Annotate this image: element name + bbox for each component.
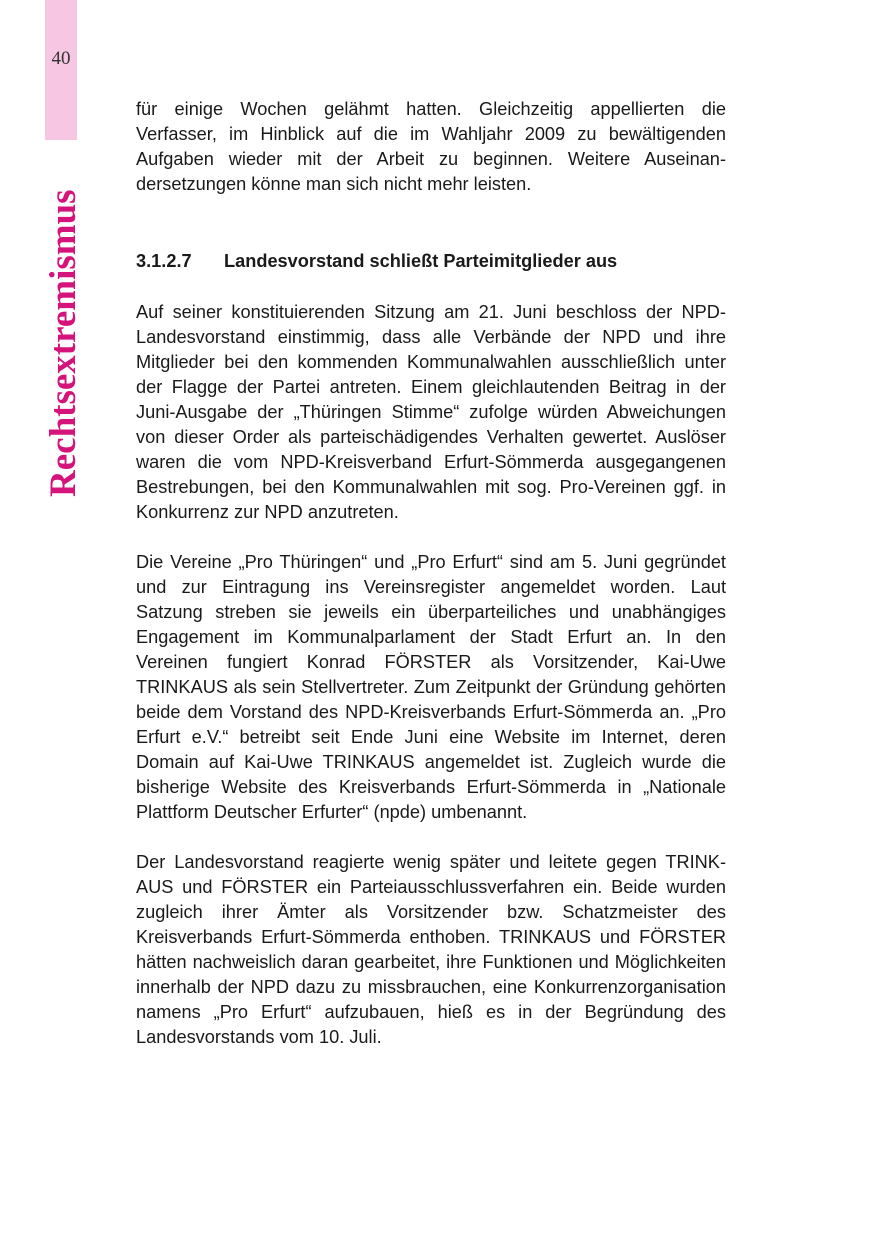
page-content [136,97,726,1050]
page-number: 40 [51,48,71,69]
side-tab [45,0,77,140]
paragraph-2: Die Vereine „Pro Thüringen“ und „Pro Erfurt“ sind am 5. Juni gegründet und zur Eintragung ins Vereinsregister angemeldet worden. Laut Satzung streben sie jeweils ein überparteiliches und unabhängiges Engagement im Kommunalparlament der Stadt Erfurt an. In den Vereinen fungiert Konrad FÖRSTER als Vorsitzender, Kai-Uwe TRINKAUS als sein Stellvertreter. Zum Zeitpunkt der Gründung gehörten beide dem Vorstand des NPD-Kreisverbands Erfurt-Sömmerda an. „Pro Erfurt e.V.“ betreibt seit Ende Juni eine Website im Internet, deren Domain auf Kai-Uwe TRINKAUS angemeldet ist. Zugleich wurde die bisherige Website des Kreisverbands Erfurt-Sömmerda in „Nationale Plattform Deutscher Erfurter“ (npde) umbenannt. [136,552,726,822]
section-heading-title: Landesvorstand schließt Parteimitglieder aus [224,251,618,271]
section-heading [136,249,726,274]
paragraph-1: Auf seiner konstituierenden Sitzung am 21. Juni beschloss der NPD-Landesvorstand einstimmig, dass alle Verbände der NPD und ihre Mitglieder bei den kommenden Kommunalwahlen ausschließlich unter der Flagge der Partei antreten. Einem gleichlautenden Beitrag in der Juni-Ausgabe der „Thüringen Stimme“ zufolge würden Abweichungen von dieser Order als parteischädigendes Verhalten gewertet. Auslöser waren die vom NPD-Kreisverband Erfurt-Sömmerda ausgegangenen Bestrebungen, bei den Kommunalwahlen mit sog. Pro-Vereinen ggf. in Konkurrenz zur NPD anzutreten. [136,302,726,522]
intro-paragraph: für einige Wochen gelähmt hatten. Gleichzeitig appellierten die Verfasser, im Hinblick auf die im Wahljahr 2009 zu bewältigenden Aufgaben wieder mit der Arbeit zu beginnen. Weitere Auseinandersetzungen könne man sich nicht mehr leisten. [136,99,726,194]
section-label: Rechtsextremismus [43,189,84,497]
section-heading-number: 3.1.2.7 [136,251,192,271]
paragraph-3: Der Landesvorstand reagierte wenig später und leitete gegen TRINKAUS und FÖRSTER ein Parteiausschlussverfahren ein. Beide wurden zugleich ihrer Ämter als Vorsitzender bzw. Schatzmeister des Kreisverbands Erfurt-Sömmerda enthoben. TRINKAUS und FÖRSTER hätten nachweislich daran gearbeitet, ihre Funktionen und Möglichkeiten innerhalb der NPD dazu zu missbrauchen, eine Konkurrenzorganisation namens „Pro Erfurt“ aufzubauen, hieß es in der Begründung des Landesvorstands vom 10. Juli. [136,852,726,1047]
